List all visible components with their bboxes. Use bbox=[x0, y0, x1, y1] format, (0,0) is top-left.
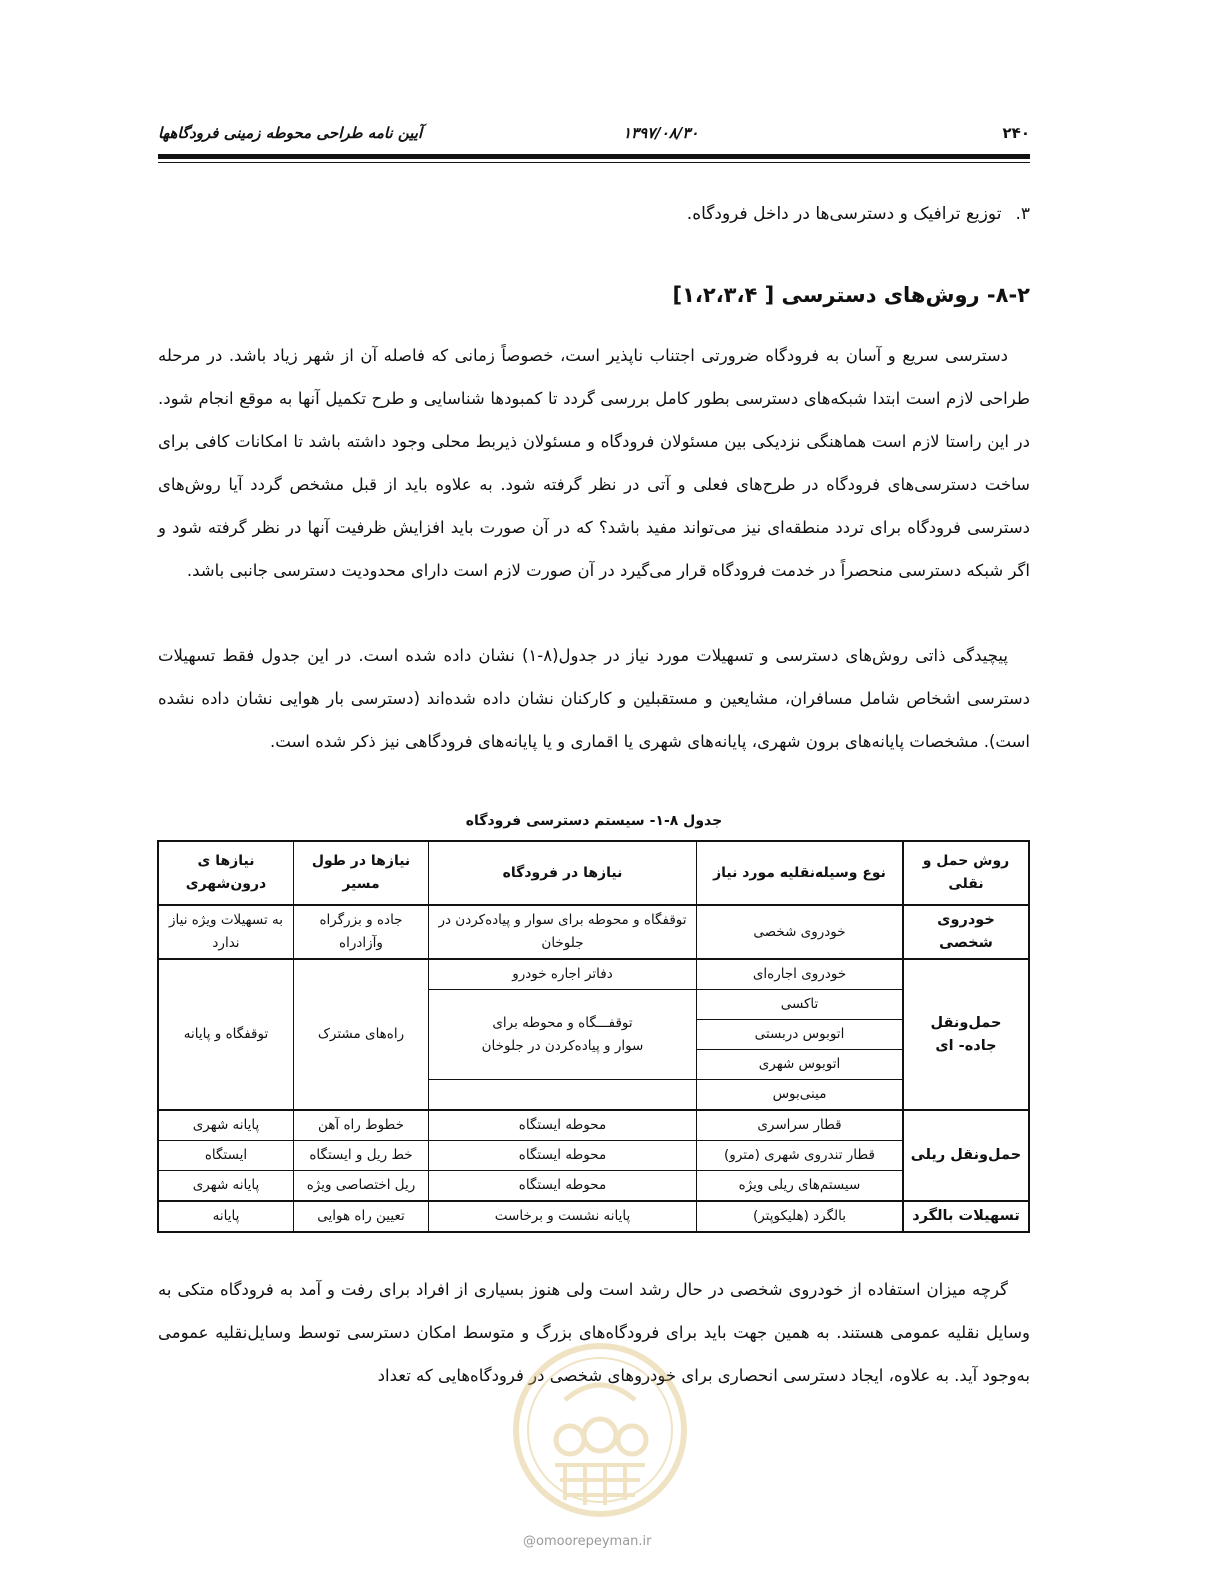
running-header bbox=[158, 120, 1030, 148]
mode-heli: تسهیلات بالگرد bbox=[903, 1201, 1029, 1232]
header-vehicle: نوع وسیله‌نقلیه مورد نیاز bbox=[697, 841, 904, 905]
paragraph: دسترسی سریع و آسان به فرودگاه ضرورتی اجتناب ناپذیر است، خصوصاً زمانی که فاصله آن از شهر زیاد باشد. در مرحله طراحی لازم است ابتدا شبکه‌های دسترسی بطور کامل بررسی گردد تا کمبودها شناسایی و طرح تکمیل آنها به موقع انجام شود. در این راستا لازم است هماهنگی نزدیکی بین مسئولان فرودگاه و مسئولان ذیربط محلی وجود داشته باشد تا امکانات کافی برای ساخت دسترسی‌های فرودگاه در طرح‌های فعلی و آتی در نظر گرفته شود. به علاوه باید از قبل مشخص گردد آیا روش‌های دسترسی فرودگاه برای تردد منطقه‌ای نیز می‌تواند مفید باشد؟ که در آن صورت باید افزایش ظرفیت آنها در نظر گرفته شود و اگر شبکه دسترسی منحصراً در خدمت فرودگاه قرار می‌گیرد در آن صورت لازم است دارای محدودیت دسترسی جانبی باشد. bbox=[158, 346, 1030, 580]
list-item bbox=[687, 204, 1030, 224]
table-cell: پایانه نشست و برخاست bbox=[429, 1201, 697, 1232]
table-cell: توقفگاه و محوطه برای سوار و پیاده‌کردن در جلوخان bbox=[429, 905, 697, 959]
table-cell: قطار تندروی شهری (مترو) bbox=[697, 1141, 904, 1171]
list-item-text: توزیع ترافیک و دسترسی‌ها در داخل فرودگاه. bbox=[686, 204, 1002, 224]
table-cell: تعیین راه هوایی bbox=[294, 1201, 429, 1232]
table-cell: قطار سراسری bbox=[697, 1110, 904, 1141]
book-title: آیین نامه طراحی محوطه زمینی فرودگاهها bbox=[158, 124, 423, 142]
paragraph: پیچیدگی ذاتی روش‌های دسترسی و تسهیلات مورد نیاز در جدول(۸-۱) نشان داده شده است. در این جدول فقط تسهیلات دسترسی اشخاص شامل مسافران، مشایعین و مستقبلین و کارکنان نشان داده شده‌اند (دسترسی بار هوایی نشان داده نشده است). مشخصات پایانه‌های برون شهری، پایانه‌های شهری یا اقماری و یا پایانه‌های فرودگاهی نیز ذکر شده است. bbox=[158, 646, 1030, 751]
table-cell: اتوبوس شهری bbox=[697, 1050, 904, 1080]
list-item-number: ۳. bbox=[1015, 204, 1030, 224]
mode-private: خودروی شخصی bbox=[903, 905, 1029, 959]
website-watermark: @omoorepeyman.ir bbox=[523, 1534, 652, 1549]
header-date: ۱۳۹۷/۰۸/۳۰ bbox=[623, 124, 699, 142]
mode-road: حمل‌ونقل جاده- ای bbox=[903, 959, 1029, 1110]
paragraph: گرچه میزان استفاده از خودروی شخصی در حال رشد است ولی هنوز بسیاری از افراد برای رفت و آمد به فرودگاه متکی به وسایل نقلیه عمومی هستند. به همین جهت باید برای فرودگاه‌های بزرگ و متوسط امکان دسترسی توسط وسایل‌نقلیه عمومی به‌وجود آید. به علاوه، ایجاد دسترسی انحصاری برای خودروهای شخصی در فرودگاه‌هایی که تعداد bbox=[158, 1280, 1030, 1385]
table-cell: خطوط راه آهن bbox=[294, 1110, 429, 1141]
table-cell: خودروی اجاره‌ای bbox=[697, 959, 904, 990]
table-row bbox=[158, 1201, 1029, 1232]
header-route-needs: نیازها در طول مسیر bbox=[294, 841, 429, 905]
table-cell: پایانه شهری bbox=[158, 1110, 294, 1141]
table-cell: خط ریل و ایستگاه bbox=[294, 1141, 429, 1171]
table-cell: مینی‌بوس bbox=[697, 1080, 904, 1111]
table-cell: بالگرد (هلیکوپتر) bbox=[697, 1201, 904, 1232]
table-row bbox=[158, 959, 1029, 990]
table-cell: تاکسی bbox=[697, 990, 904, 1020]
table-cell: ایستگاه bbox=[158, 1141, 294, 1171]
page-number: ۲۴۰ bbox=[1002, 124, 1030, 142]
table-row bbox=[158, 1141, 1029, 1171]
publisher-seal-watermark bbox=[510, 1340, 690, 1520]
table-cell: اتوبوس دربستی bbox=[697, 1020, 904, 1050]
road-airport-text: توقفـــگاه و محوطه برای سوار و پیاده‌کردن در جلوخان bbox=[481, 1014, 644, 1054]
table-cell bbox=[429, 990, 697, 1080]
table-cell: محوطه ایستگاه bbox=[429, 1171, 697, 1202]
header-mode: روش حمل و نقلی bbox=[903, 841, 1029, 905]
header-rule-thick bbox=[158, 154, 1030, 159]
table-cell: محوطه ایستگاه bbox=[429, 1110, 697, 1141]
mode-rail: حمل‌ونقل ریلی bbox=[903, 1110, 1029, 1201]
header-rule-thin bbox=[158, 162, 1030, 163]
table-row bbox=[158, 905, 1029, 959]
header-intracity-needs: نیازها ی درون‌شهری bbox=[158, 841, 294, 905]
table-cell: راه‌های مشترک bbox=[294, 959, 429, 1110]
access-system-table bbox=[157, 840, 1030, 1233]
table-cell: به تسهیلات ویژه نیاز ندارد bbox=[158, 905, 294, 959]
table-row bbox=[158, 1171, 1029, 1202]
header-airport-needs: نیازها در فرودگاه bbox=[429, 841, 697, 905]
table-cell: پایانه bbox=[158, 1201, 294, 1232]
table-header-row bbox=[158, 841, 1029, 905]
table-cell: دفاتر اجاره خودرو bbox=[429, 959, 697, 990]
table-caption: جدول ۸-۱- سیستم دسترسی فرودگاه bbox=[465, 813, 723, 829]
table-cell-empty bbox=[429, 1080, 697, 1111]
table-cell: توقفگاه و پایانه bbox=[158, 959, 294, 1110]
section-heading: ۸-۲- روش‌های دسترسی [ ۱،۲،۳،۴] bbox=[672, 283, 1030, 307]
table-cell: ریل اختصاصی ویژه bbox=[294, 1171, 429, 1202]
table-cell: سیستم‌های ریلی ویژه bbox=[697, 1171, 904, 1202]
table-row bbox=[158, 1110, 1029, 1141]
table-cell: پایانه شهری bbox=[158, 1171, 294, 1202]
table-cell: خودروی شخصی bbox=[697, 905, 904, 959]
table-cell: محوطه ایستگاه bbox=[429, 1141, 697, 1171]
table-cell: جاده و بزرگراه وآزادراه bbox=[294, 905, 429, 959]
